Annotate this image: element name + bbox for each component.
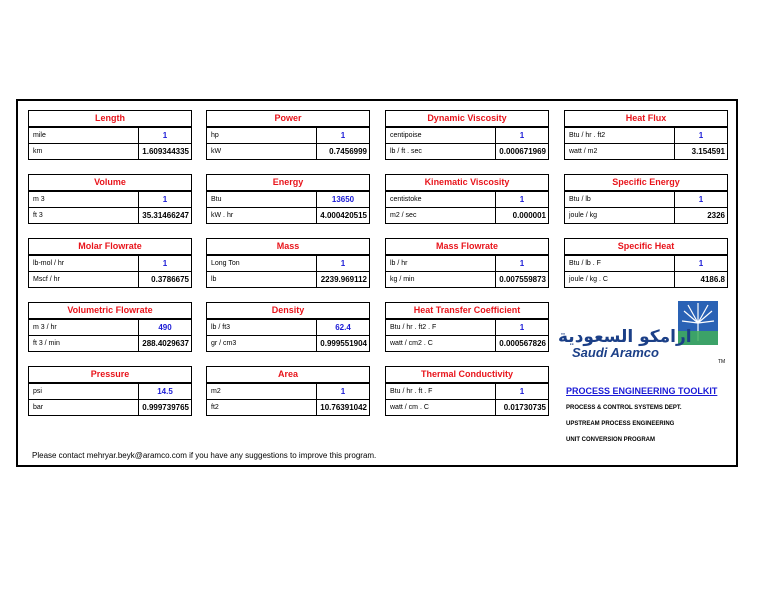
input-unit: lb-mol / hr	[33, 260, 65, 267]
department-line: PROCESS & CONTROL SYSTEMS DEPT.	[566, 405, 682, 411]
energy-converter	[206, 174, 370, 224]
output-value: 0.000671969	[495, 144, 548, 159]
output-unit: lb	[211, 276, 217, 283]
contact-note: Please contact mehryar.beyk@aramco.com if you have any suggestions to improve this program.	[32, 451, 377, 460]
input-value[interactable]: 1	[138, 256, 191, 271]
input-value[interactable]: 1	[138, 128, 191, 143]
input-value[interactable]: 1	[495, 192, 548, 207]
specific-energy-converter	[564, 174, 728, 224]
output-value: 4.000420515	[316, 208, 369, 223]
mass-converter	[206, 238, 370, 288]
input-unit: Btu / lb . F	[569, 260, 601, 267]
volume-converter	[28, 174, 192, 224]
heat-flux-converter	[564, 110, 728, 160]
program-line: UNIT CONVERSION PROGRAM	[566, 437, 656, 443]
input-value[interactable]: 1	[316, 384, 369, 399]
output-value: 2239.969112	[316, 272, 369, 287]
input-value[interactable]: 1	[138, 192, 191, 207]
thermal-conductivity-converter	[385, 366, 549, 416]
input-unit: Btu / hr . ft . F	[390, 388, 433, 395]
pressure-converter	[28, 366, 192, 416]
converter-title: Molar Flowrate	[29, 239, 191, 255]
input-unit: Btu / lb	[569, 196, 591, 203]
converter-title: Length	[29, 111, 191, 127]
input-unit: m 3 / hr	[33, 324, 57, 331]
input-unit: psi	[33, 388, 42, 395]
converter-title: Mass	[207, 239, 369, 255]
volumetric-flowrate-converter	[28, 302, 192, 352]
output-value: 0.7456999	[316, 144, 369, 159]
output-unit: watt / cm2 . C	[390, 340, 433, 347]
input-value[interactable]: 1	[495, 128, 548, 143]
input-unit: hp	[211, 132, 219, 139]
converter-title: Specific Heat	[565, 239, 727, 255]
output-unit: watt / m2	[569, 148, 598, 155]
output-unit: ft 3 / min	[33, 340, 60, 347]
output-unit: kg / min	[390, 276, 415, 283]
output-value: 288.4029637	[138, 336, 191, 351]
output-unit: bar	[33, 404, 44, 411]
trademark-mark: TM	[718, 359, 726, 365]
input-unit: m 3	[33, 196, 45, 203]
input-unit: Btu / hr . ft2 . F	[390, 324, 437, 331]
input-value[interactable]: 1	[495, 256, 548, 271]
input-unit: m2	[211, 388, 221, 395]
converter-title: Energy	[207, 175, 369, 191]
input-unit: Long Ton	[211, 260, 240, 267]
output-unit: Mscf / hr	[33, 276, 60, 283]
output-value: 0.000567826	[495, 336, 548, 351]
input-unit: Btu	[211, 196, 222, 203]
input-value[interactable]: 14.5	[138, 384, 191, 399]
input-value[interactable]: 1	[674, 192, 727, 207]
output-unit: kW	[211, 148, 222, 155]
input-value[interactable]: 1	[495, 320, 548, 335]
output-value: 35.31466247	[138, 208, 191, 223]
input-value[interactable]: 1	[316, 128, 369, 143]
power-converter	[206, 110, 370, 160]
output-unit: joule / kg . C	[569, 276, 608, 283]
output-unit: joule / kg	[569, 212, 598, 219]
input-unit: lb / ft3	[211, 324, 231, 331]
input-value[interactable]: 1	[495, 384, 548, 399]
output-value: 0.999551904	[316, 336, 369, 351]
density-converter	[206, 302, 370, 352]
input-value[interactable]: 62.4	[316, 320, 369, 335]
input-unit: mile	[33, 132, 46, 139]
division-line: UPSTREAM PROCESS ENGINEERING	[566, 421, 675, 427]
kinematic-viscosity-converter	[385, 174, 549, 224]
dynamic-viscosity-converter	[385, 110, 549, 160]
output-value: 10.76391042	[316, 400, 369, 415]
converter-title: Density	[207, 303, 369, 319]
length-converter	[28, 110, 192, 160]
converter-title: Pressure	[29, 367, 191, 383]
converter-title: Dynamic Viscosity	[386, 111, 548, 127]
input-value[interactable]: 1	[316, 256, 369, 271]
output-value: 0.007559873	[495, 272, 548, 287]
logo-english-text: Saudi Aramco	[572, 345, 659, 360]
mass-flowrate-converter	[385, 238, 549, 288]
converter-title: Area	[207, 367, 369, 383]
saudi-aramco-logo	[558, 301, 728, 371]
input-unit: lb / hr	[390, 260, 408, 267]
input-value[interactable]: 1	[674, 256, 727, 271]
output-unit: watt / cm . C	[390, 404, 429, 411]
output-value: 1.609344335	[138, 144, 191, 159]
converter-title: Thermal Conductivity	[386, 367, 548, 383]
converter-title: Volumetric Flowrate	[29, 303, 191, 319]
area-converter	[206, 366, 370, 416]
converter-title: Power	[207, 111, 369, 127]
converter-title: Heat Transfer Coefficient	[386, 303, 548, 319]
output-value: 0.01730735	[495, 400, 548, 415]
output-unit: lb / ft . sec	[390, 148, 422, 155]
output-value: 0.999739765	[138, 400, 191, 415]
heat-transfer-coefficient-converter	[385, 302, 549, 352]
converter-title: Volume	[29, 175, 191, 191]
output-unit: ft 3	[33, 212, 43, 219]
output-unit: m2 / sec	[390, 212, 417, 219]
input-value[interactable]: 490	[138, 320, 191, 335]
output-value: 4186.8	[674, 272, 727, 287]
output-value: 0.000001	[495, 208, 548, 223]
specific-heat-converter	[564, 238, 728, 288]
converter-title: Kinematic Viscosity	[386, 175, 548, 191]
converter-sheet	[16, 99, 738, 467]
molar-flowrate-converter	[28, 238, 192, 288]
input-unit: centistoke	[390, 196, 422, 203]
toolkit-title: PROCESS ENGINEERING TOOLKIT	[566, 386, 718, 396]
logo-arabic-text: ارامكو السعودية	[558, 327, 692, 347]
output-unit: ft2	[211, 404, 219, 411]
output-value: 0.3786675	[138, 272, 191, 287]
input-unit: Btu / hr . ft2	[569, 132, 606, 139]
output-value: 2326	[674, 208, 727, 223]
output-value: 3.154591	[674, 144, 727, 159]
output-unit: kW . hr	[211, 212, 234, 219]
input-unit: centipoise	[390, 132, 422, 139]
input-value[interactable]: 1	[674, 128, 727, 143]
output-unit: gr / cm3	[211, 340, 237, 347]
converter-title: Specific Energy	[565, 175, 727, 191]
input-value[interactable]: 13650	[316, 192, 369, 207]
converter-title: Mass Flowrate	[386, 239, 548, 255]
converter-title: Heat Flux	[565, 111, 727, 127]
output-unit: km	[33, 148, 43, 155]
